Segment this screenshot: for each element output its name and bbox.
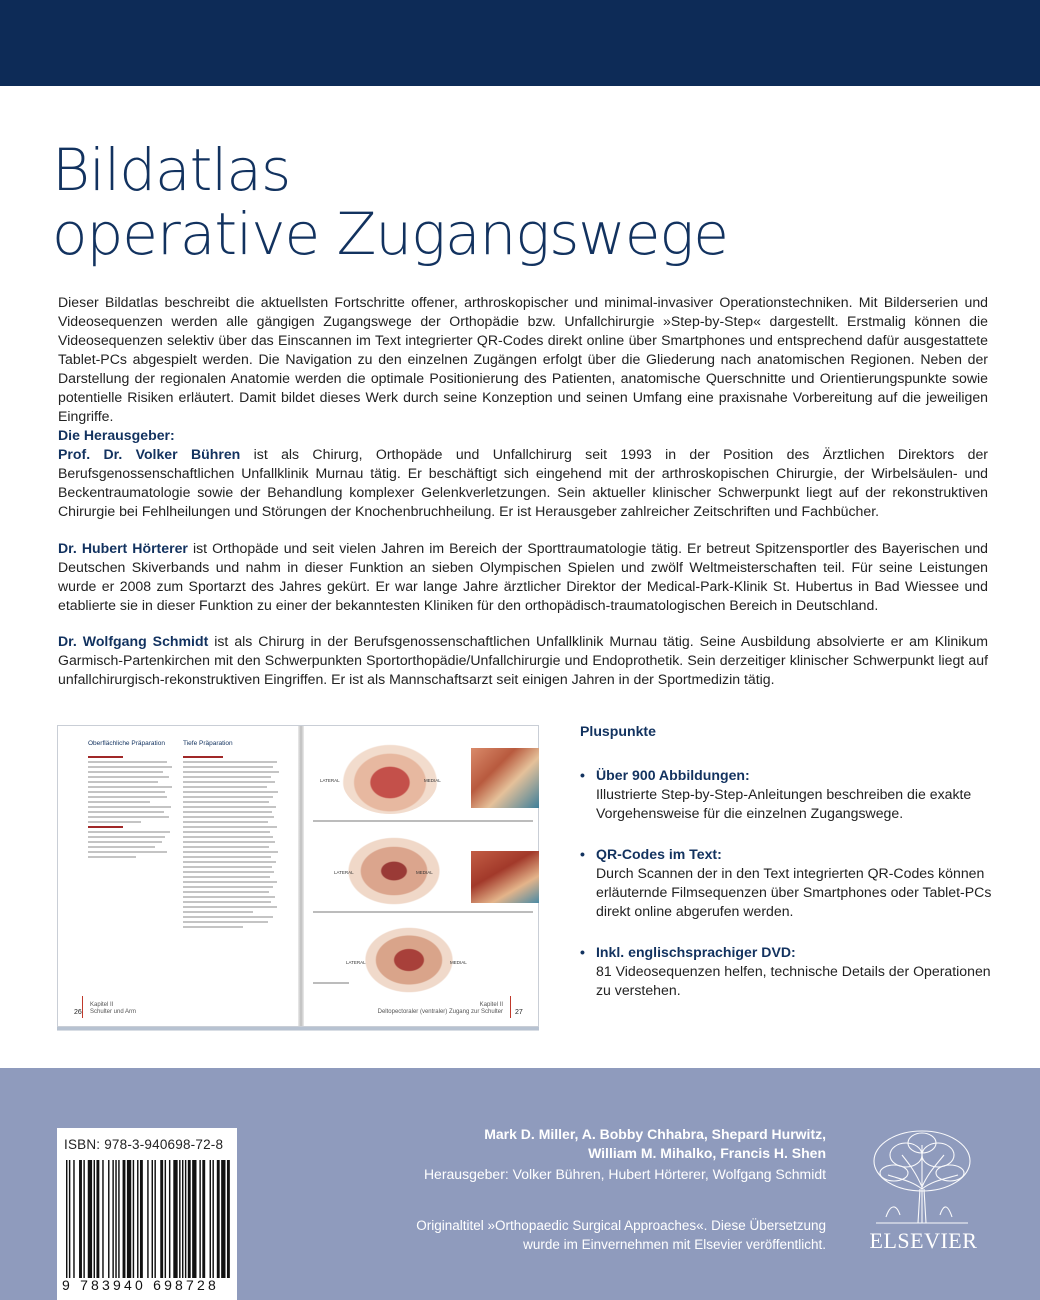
orientation-label: LATERAL	[346, 960, 366, 965]
authors-line: Mark D. Miller, A. Bobby Chhabra, Shepard Hurwitz,	[484, 1126, 826, 1142]
left-page-column-2	[183, 740, 283, 751]
right-page-footer	[515, 1009, 523, 1016]
authors-line: William M. Mihalko, Francis H. Shen	[588, 1145, 826, 1161]
book-gutter	[298, 726, 304, 1026]
orientation-label: MEDIAL	[450, 960, 467, 965]
barcode-icon	[64, 1160, 230, 1278]
surgical-illustration	[363, 926, 455, 994]
plus-item-heading: Über 900 Abbildungen:	[596, 767, 750, 783]
authors-block	[380, 1125, 826, 1184]
plus-item-text: Illustrierte Step-by-Step-Anleitungen beschreiben die exakte Vorgehensweise für die einzelnen Zugangswege.	[596, 786, 972, 821]
bullet-icon: •	[580, 767, 585, 783]
editor-name: Dr. Wolfgang Schmidt	[58, 633, 209, 649]
barcode-digits: 9 783940 698728	[62, 1277, 219, 1293]
left-page-footer	[74, 1009, 82, 1016]
editor-text: ist als Chirurg in der Berufsgenossenschaftlichen Unfallklinik Murnau tätig. Seine Ausbildung absolvierte er am Klinikum Garmisch-Partenkirchen mit den Schwerpunkten Sportorthopädie/Unfallchirurgie und Endoprothetik. Sein derzeitiger klinischer Schwerpunkt liegt auf unfallchirurgisch-rekonstruktiven Eingriffen. Er ist als Mannschaftsarzt seit einigen Jahren in der Sportmedizin tätig.	[58, 633, 988, 687]
original-title-line: Originaltitel »Orthopaedic Surgical Approaches«. Diese Übersetzung	[416, 1218, 826, 1233]
top-color-band	[0, 0, 1040, 86]
editor-text: ist Orthopäde und seit vielen Jahren im Bereich der Sporttraumatologie tätig. Er betreut Spitzensportler des Bayerischen und Deutschen Skiverbands und nahm in dieser Funktion an sieben Olympischen Spielen und zwölf Weltmeisterschaften teil. Für seine Leistungen wurde er 2008 zum Sportarzt des Jahres gekürt. Er war lange Jahre ärztlicher Direktor der Medical-Park-Klinik St. Hubertus in Bad Wiessee und etablierte sie in dieser Funktion zu einer der bekanntesten Kliniken für den orthopädisch-traumatologischen Bereich in Deutschland.	[58, 540, 989, 613]
column-heading: Oberflächliche Präparation	[88, 740, 165, 747]
text-lines	[88, 756, 176, 861]
book-spread-preview	[57, 725, 539, 1027]
original-title-line: wurde im Einvernehmen mit Elsevier veröffentlicht.	[523, 1237, 826, 1252]
plus-item-heading: QR-Codes im Text:	[596, 846, 722, 862]
figure-caption	[313, 911, 533, 913]
bullet-icon: •	[580, 944, 585, 960]
plus-item	[580, 845, 1000, 921]
orientation-label: LATERAL	[320, 778, 340, 783]
plus-item-text: Durch Scannen der in den Text integrierten QR-Codes können erläuternde Filmsequenzen über Smartphones oder Tablet-PCs direkt online abgerufen werden.	[596, 865, 992, 919]
editor-bio	[58, 632, 988, 689]
plus-item-text: 81 Videosequenzen helfen, technische Details der Operationen zu verstehen.	[596, 963, 991, 998]
orientation-label: MEDIAL	[424, 778, 441, 783]
title-line-2: operative Zugangswege	[52, 200, 728, 268]
left-page-column-1	[88, 740, 178, 751]
elsevier-wordmark: ELSEVIER	[869, 1228, 978, 1253]
editor-name: Dr. Hubert Hörterer	[58, 540, 188, 556]
footer-rule	[82, 996, 83, 1018]
orientation-label: MEDIAL	[416, 870, 433, 875]
elsevier-tree-logo-icon	[866, 1125, 978, 1225]
left-chapter-label: Kapitel II Schulter und Arm	[90, 1002, 137, 1015]
editors-line: Herausgeber: Volker Bühren, Hubert Hörterer, Wolfgang Schmidt	[423, 1166, 826, 1182]
title-line-1: Bildatlas	[52, 136, 291, 204]
text-lines	[183, 756, 283, 931]
barcode-block	[57, 1128, 237, 1300]
column-heading: Tiefe Präparation	[183, 740, 233, 747]
orientation-label: LATERAL	[334, 870, 354, 875]
surgery-photo	[471, 748, 539, 808]
bullet-icon: •	[580, 846, 585, 862]
pluspunkte-section	[580, 722, 1000, 1022]
intro-paragraph: Dieser Bildatlas beschreibt die aktuellsten Fortschritte offener, arthroskopischer und minimal-invasiver Operationstechniken. Mit Bilderserien und Videosequenzen werden alle gängigen Zugangswege der Orthopädie bzw. Unfallchirurgie »Step-by-Step« dargestellt. Erstmalig können die Videosequenzen selektiv über das Einscannen im Text integrierter QR-Codes direkt online über Smartphones und entsprechend dafür ausgestattete Tablet-PCs abgespielt werden. Die Navigation zu den einzelnen Zugängen erfolgt über die Gliederung nach anatomischen Regionen. Neben der Darstellung der regionalen Anatomie werden die optimale Positionierung des Patienten, anatomische Querschnitte und Orientierungspunkte sowie potentielle Risiken erläutert. Damit bildet dieses Werk durch seine Konzeption und seinen Umfang eine praxisnahe Vorbereitung auf die jeweiligen Eingriffe.	[58, 294, 988, 424]
footer-rule	[510, 996, 511, 1018]
editors-heading: Die Herausgeber:	[58, 427, 175, 443]
editor-name: Prof. Dr. Volker Bühren	[58, 446, 241, 462]
isbn-label: ISBN: 978-3-940698-72-8	[64, 1137, 224, 1152]
plus-item-heading: Inkl. englischsprachiger DVD:	[596, 944, 796, 960]
editor-bio	[58, 539, 988, 615]
original-title-note	[380, 1216, 826, 1254]
right-chapter-label: Kapitel II Deltopectoraler (ventraler) Zugang zur Schulter	[377, 1002, 503, 1015]
page-number: 27	[515, 1009, 523, 1016]
page-number: 26	[74, 1009, 82, 1016]
plus-item	[580, 943, 1000, 1000]
editor-bio	[58, 445, 988, 521]
surgery-photo	[471, 851, 539, 903]
book-title	[52, 138, 992, 266]
figure-caption	[313, 982, 349, 984]
pluspunkte-heading: Pluspunkte	[580, 723, 656, 739]
figure-caption	[313, 820, 533, 822]
editor-text: ist als Chirurg, Orthopäde und Unfallchirurg seit 1993 in der Position des Ärztlichen Direktors der Berufsgenossenschaftlichen Unfallklinik Murnau tätig. Er beschäftigt sich eingehend mit der arthroskopischen Chirurgie, der Wirbelsäulen- und Beckentraumatologie sowie der Behandlung komplexer Gelenkverletzungen. Sein aktueller klinischer Schwerpunkt liegt auf der rekonstruktiven Chirurgie bei Fehlheilungen und Störungen der Knochenbruchheilung. Er ist Herausgeber zahlreicher Zeitschriften und Fachbücher.	[58, 446, 988, 519]
plus-item	[580, 766, 1000, 823]
